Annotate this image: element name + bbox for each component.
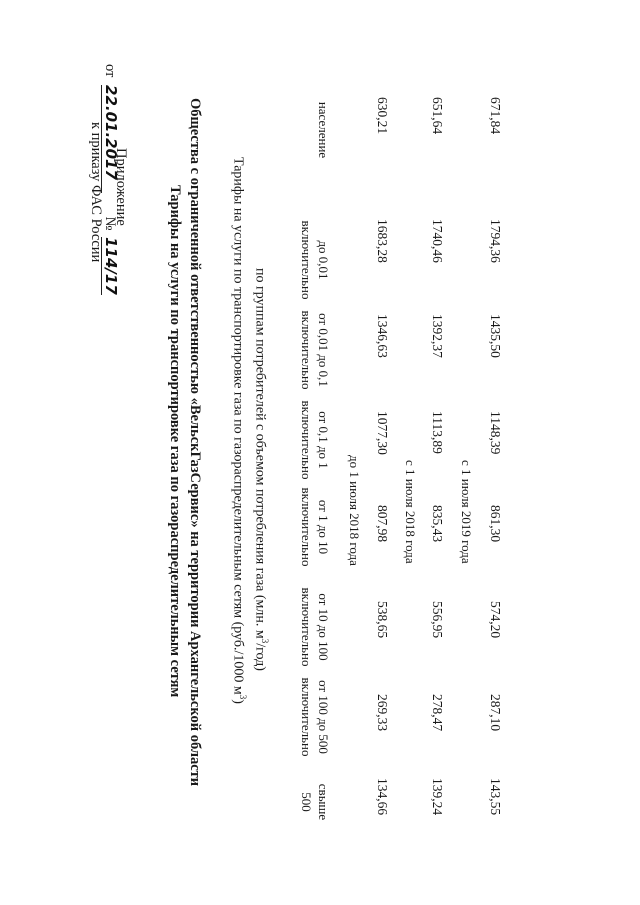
col-header-0_1-1: от 0,1 до 1 включительно: [299, 400, 331, 480]
cell-p1-100-500: 269,33: [375, 694, 390, 732]
number-value: 114/17: [102, 237, 120, 295]
cell-p1-population: 630,21: [375, 97, 390, 135]
col-header-population: население: [316, 101, 331, 159]
document-title-line1: Тарифы на услуги по транспортировке газа по газораспределительным сетям: [167, 185, 183, 698]
period-label-3: с 1 июля 2019 года: [459, 460, 474, 564]
cell-p1-0_01-0_1: 1346,63: [375, 314, 390, 358]
appendix-title: Приложение: [113, 148, 129, 226]
cell-p1-0_1-1: 1077,30: [375, 411, 390, 455]
cell-p3-0_1-1: 1148,39: [488, 411, 503, 455]
cell-p3-over-500: 143,55: [488, 778, 503, 816]
cell-p2-1-10: 835,43: [430, 505, 445, 543]
table-caption-line1: Тарифы на услуги по транспортировке газа по газораспределительным сетям (руб./1000 $м^3$): [230, 157, 248, 704]
period-label-1: до 1 июля 2018 года: [347, 455, 362, 566]
cell-p1-1-10: 807,98: [375, 505, 390, 543]
cell-p3-under-0_01: 1794,36: [488, 219, 503, 263]
cell-p3-10-100: 574,20: [488, 601, 503, 639]
cell-p2-population: 651,64: [430, 97, 445, 135]
col-header-10-100: от 10 до 100 включительно: [299, 587, 331, 667]
appendix-date-line: [101, 64, 120, 295]
cell-p3-100-500: 287,10: [488, 694, 503, 732]
date-prefix: от: [102, 64, 118, 78]
col-header-100-500: от 100 до 500 включительно: [299, 677, 331, 757]
period-label-2: с 1 июля 2018 года: [403, 460, 418, 564]
number-prefix: №: [102, 216, 118, 231]
document-title-line2: Общества с ограниченной ответственностью «ВельскГазСервис» на территории Архангельской области: [187, 98, 203, 787]
cell-p2-0_01-0_1: 1392,37: [430, 314, 445, 358]
appendix-order-ref: к приказу ФАС России: [88, 122, 104, 263]
cell-p2-under-0_01: 1740,46: [430, 219, 445, 263]
cell-p1-under-0_01: 1683,28: [375, 219, 390, 263]
cell-p2-0_1-1: 1113,89: [430, 411, 445, 454]
cell-p3-0_01-0_1: 1435,50: [488, 314, 503, 358]
cell-p1-over-500: 134,66: [375, 778, 390, 816]
cell-p3-1-10: 861,30: [488, 505, 503, 543]
col-header-1-10: от 1 до 10 включительно: [299, 487, 331, 567]
col-header-0_01-0_1: от 0,01 до 0,1 включительно: [299, 310, 331, 390]
cell-p2-100-500: 278,47: [430, 694, 445, 732]
table-caption-line2: по группам потребителей с объемом потребления газа (млн. $м^3/год$): [252, 268, 270, 671]
date-value: 22.01.2017: [101, 85, 120, 193]
cell-p1-10-100: 538,65: [375, 601, 390, 639]
col-header-under-0_01: до 0,01 включительно: [299, 220, 331, 300]
col-header-over-500: свыше 500: [299, 783, 331, 821]
cell-p2-10-100: 556,95: [430, 601, 445, 639]
cell-p3-population: 671,84: [488, 97, 503, 135]
cell-p2-over-500: 139,24: [430, 778, 445, 816]
